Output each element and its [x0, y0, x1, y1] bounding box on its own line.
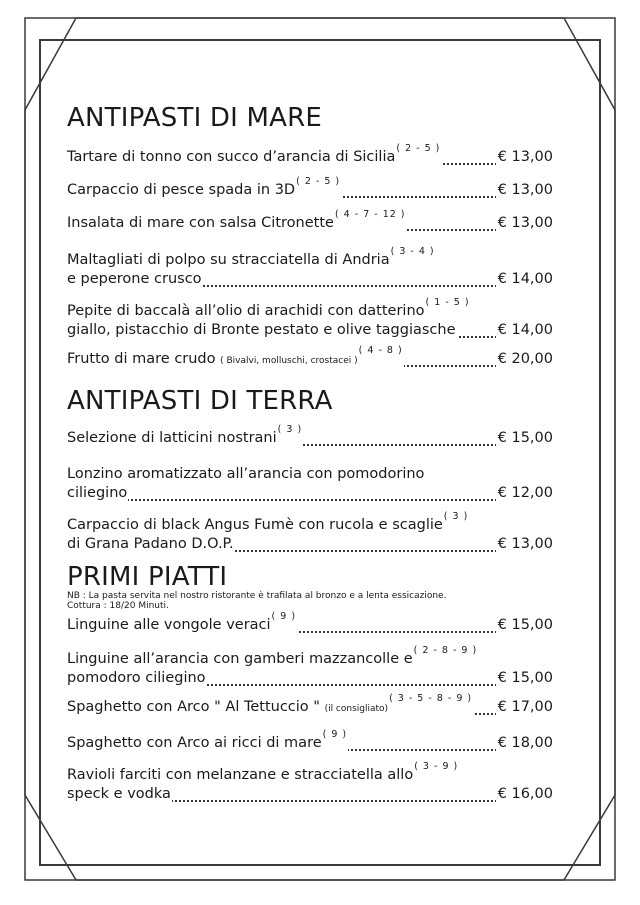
menu-item: [67, 645, 553, 688]
menu-item: [67, 511, 553, 554]
price: € 13,00: [497, 215, 553, 231]
dish-name: Spaghetto con Arco ai ricci di mare: [67, 735, 322, 751]
dish-name-continued: e peperone crusco: [67, 271, 202, 287]
price: € 13,00: [497, 149, 553, 165]
price: € 15,00: [497, 430, 553, 446]
menu-item: [67, 176, 553, 200]
menu-item: [67, 465, 553, 503]
menu-item: [67, 345, 553, 369]
menu-item: [67, 246, 553, 289]
price: € 13,00: [497, 182, 553, 198]
allergen-codes: ( 3 - 5 - 8 - 9 ): [389, 693, 473, 704]
section-title-antipasti-di-terra: ANTIPASTI DI TERRA: [67, 386, 333, 416]
menu-item: [67, 761, 553, 804]
cooking-time-note: Cottura : 18/20 Minuti.: [67, 601, 169, 611]
dish-note: (il consigliato): [324, 704, 389, 714]
dish-name-continued: giallo, pistacchio di Bronte pestato e olive taggiasche: [67, 322, 456, 338]
dish-name: Carpaccio di pesce spada in 3D: [67, 182, 296, 198]
price: € 15,00: [497, 670, 553, 686]
price: € 18,00: [497, 735, 553, 751]
allergen-codes: ( 2 - 5 ): [296, 176, 341, 187]
price: € 13,00: [497, 536, 553, 552]
allergen-codes: ( 2 - 5 ): [396, 143, 441, 154]
dish-name: Frutto di mare crudo: [67, 351, 216, 367]
allergen-codes: ( 2 - 8 - 9 ): [413, 645, 478, 656]
allergen-codes: ( 3 - 9 ): [414, 761, 459, 772]
menu-item: [67, 611, 553, 635]
price: € 20,00: [497, 351, 553, 367]
menu-item: [67, 693, 553, 717]
allergen-codes: ( 3 ): [443, 511, 469, 522]
allergen-codes: ( 3 - 4 ): [390, 246, 435, 257]
menu-item: [67, 297, 553, 340]
dish-name: Selezione di latticini nostrani: [67, 430, 277, 446]
dish-name: Maltagliati di polpo su stracciatella di Andria: [67, 252, 390, 268]
dish-name: Linguine all’arancia con gamberi mazzancolle e: [67, 651, 413, 667]
dish-name: Tartare di tonno con succo d’arancia di Sicilia: [67, 149, 396, 165]
dish-name-continued: speck e vodka: [67, 786, 171, 802]
menu-item: [67, 729, 553, 753]
menu-item: [67, 143, 553, 167]
allergen-codes: ( 4 - 7 - 12 ): [334, 209, 406, 220]
dish-name: Ravioli farciti con melanzane e stracciatella allo: [67, 767, 414, 783]
section-title-antipasti-di-mare: ANTIPASTI DI MARE: [67, 103, 322, 133]
pasta-note: NB : La pasta servita nel nostro ristorante è trafilata al bronzo e a lenta essicazione.: [67, 591, 447, 601]
dish-note: ( Bivalvi, molluschi, crostacei ): [220, 356, 358, 366]
price: € 17,00: [497, 699, 553, 715]
allergen-codes: ( 3 ): [277, 424, 303, 435]
dish-name: Pepite di baccalà all’olio di arachidi con datterino: [67, 303, 425, 319]
dish-name-continued: ciliegino: [67, 485, 128, 501]
allergen-codes: ( 9 ): [322, 729, 348, 740]
price: € 14,00: [497, 271, 553, 287]
dish-name: Insalata di mare con salsa Citronette: [67, 215, 334, 231]
price: € 15,00: [497, 617, 553, 633]
price: € 14,00: [497, 322, 553, 338]
price: € 16,00: [497, 786, 553, 802]
allergen-codes: ( 9 ): [271, 611, 297, 622]
dish-name-continued: di Grana Padano D.O.P.: [67, 536, 234, 552]
menu-item: [67, 209, 553, 233]
menu-content: [67, 0, 553, 905]
dish-name: Spaghetto con Arco " Al Tettuccio ": [67, 699, 320, 715]
menu-item: [67, 424, 553, 448]
price: € 12,00: [497, 485, 553, 501]
allergen-codes: ( 4 - 8 ): [358, 345, 403, 356]
dish-name: Lonzino aromatizzato all’arancia con pomodorino: [67, 466, 425, 482]
dish-name: Carpaccio di black Angus Fumè con rucola e scaglie: [67, 517, 443, 533]
allergen-codes: ( 1 - 5 ): [425, 297, 470, 308]
dot-leader: [67, 499, 553, 501]
section-title-primi-piatti: PRIMI PIATTI: [67, 562, 228, 592]
dish-name: Linguine alle vongole veraci: [67, 617, 271, 633]
dish-name-continued: pomodoro ciliegino: [67, 670, 206, 686]
